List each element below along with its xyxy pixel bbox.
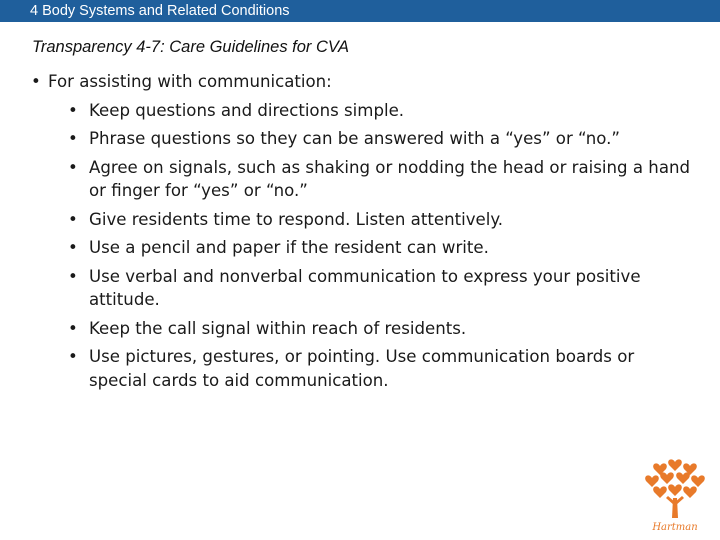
bullet-dot-icon: • (68, 318, 78, 338)
list-item-text: Agree on signals, such as shaking or nodding the head or raising a hand or finger for “yes” or “no.” (89, 157, 691, 200)
list-item-text: Use a pencil and paper if the resident can write. (89, 238, 489, 257)
bullet-dot-icon: • (68, 129, 78, 148)
heart-tree-icon (645, 459, 705, 518)
list-item-text: Give residents time to respond. Listen attentively. (89, 209, 504, 229)
list-item-text: Keep the call signal within reach of residents. (89, 318, 467, 338)
bullet-dot-icon: • (68, 100, 78, 120)
header-bar (0, 0, 720, 22)
logo-text: Hartman (652, 522, 698, 533)
list-item (68, 317, 691, 341)
list-item-text: Use verbal and nonverbal communication to express your positive attitude. (89, 266, 641, 309)
list-item-text: Keep questions and directions simple. (89, 100, 405, 120)
sub-bullet-list (31, 99, 691, 393)
list-item-text: Phrase questions so they can be answered with a “yes” or “no.” (89, 129, 620, 148)
bullet-dot-icon: • (68, 157, 78, 177)
hartman-logo (640, 456, 710, 536)
bullet-dot-icon: • (31, 72, 41, 91)
main-bullet-text: For assisting with communication: (48, 72, 332, 91)
bullet-dot-icon: • (68, 266, 78, 286)
main-bullet (31, 70, 691, 94)
bullet-dot-icon: • (68, 209, 78, 229)
slide-content (31, 70, 691, 392)
list-item (68, 345, 691, 392)
list-item (68, 127, 691, 151)
list-item (68, 99, 691, 123)
bullet-dot-icon: • (68, 238, 78, 257)
slide-title: Transparency 4-7: Care Guidelines for CVA (32, 38, 350, 56)
list-item (68, 208, 691, 232)
header-title: 4 Body Systems and Related Conditions (30, 3, 290, 19)
bullet-dot-icon: • (68, 347, 78, 366)
list-item-text: Use pictures, gestures, or pointing. Use communication boards or special cards to aid communication. (89, 347, 635, 390)
list-item (68, 236, 691, 260)
list-item (68, 265, 691, 312)
list-item (68, 156, 691, 203)
